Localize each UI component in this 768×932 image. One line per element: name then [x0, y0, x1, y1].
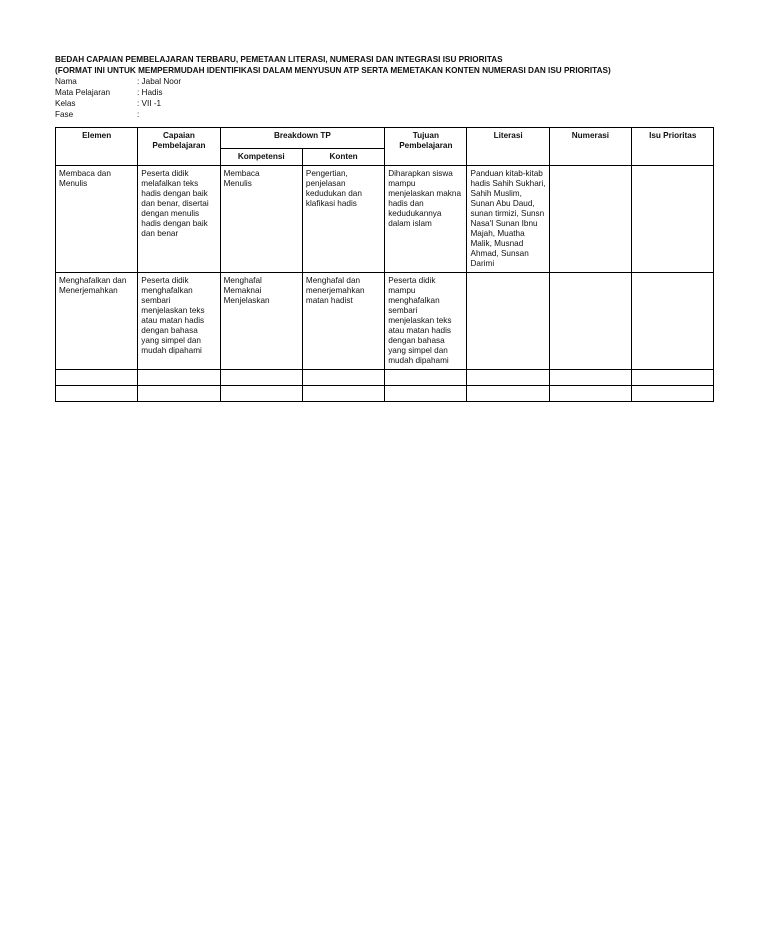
cell-tujuan: Diharapkan siswa mampu menjelaskan makna hadis dan kedudukannya dalam islam — [385, 166, 467, 273]
cell-capaian: Peserta didik menghafalkan sembari menjelaskan teks atau matan hadis dengan bahasa yang simpel dan mudah dipahami — [138, 273, 220, 370]
document-title-line-2: (FORMAT INI UNTUK MEMPERMUDAH IDENTIFIKASI DALAM MENYUSUN ATP SERTA MEMETAKAN KONTEN NUMERASI DAN ISU PRIORITAS) — [55, 66, 611, 75]
document-meta — [55, 76, 715, 120]
meta-value: : Jabal Noor — [137, 77, 182, 86]
table-row-empty — [56, 370, 714, 386]
header-konten: Konten — [302, 149, 384, 166]
empty-cell — [632, 370, 714, 386]
meta-value: : — [137, 110, 140, 119]
header-breakdown-tp: Breakdown TP — [220, 128, 385, 149]
empty-cell — [549, 386, 631, 402]
pemetaan-table — [55, 127, 714, 402]
empty-cell — [220, 370, 302, 386]
empty-cell — [549, 370, 631, 386]
header-numerasi: Numerasi — [549, 128, 631, 166]
cell-numerasi — [549, 273, 631, 370]
cell-isu-prioritas — [632, 166, 714, 273]
meta-row-kelas — [55, 98, 715, 109]
header-tujuan-pembelajaran: Tujuan Pembelajaran — [385, 128, 467, 166]
meta-label: Mata Pelajaran — [55, 88, 111, 97]
meta-label: Kelas — [55, 99, 76, 108]
meta-row-nama — [55, 76, 715, 87]
kompetensi-item: Menjelaskan — [223, 296, 270, 305]
empty-cell — [385, 370, 467, 386]
document-title-line-1: BEDAH CAPAIAN PEMBELAJARAN TERBARU, PEMETAAN LITERASI, NUMERASI DAN INTEGRASI ISU PRIORITAS — [55, 55, 503, 64]
header-elemen: Elemen — [56, 128, 138, 166]
header-literasi: Literasi — [467, 128, 549, 166]
empty-cell — [302, 370, 384, 386]
cell-konten: Menghafal dan menerjemahkan matan hadist — [302, 273, 384, 370]
empty-cell — [220, 386, 302, 402]
cell-capaian: Peserta didik melafalkan teks hadis dengan baik dan benar, disertai dengan menulis hadis dengan baik dan benar — [138, 166, 220, 273]
cell-kompetensi — [220, 273, 302, 370]
cell-tujuan: Peserta didik mampu menghafalkan sembari menjelaskan teks atau matan hadis dengan bahasa yang simpel dan mudah dipahami — [385, 273, 467, 370]
header-isu-prioritas: Isu Prioritas — [632, 128, 714, 166]
empty-cell — [467, 386, 549, 402]
table-row — [56, 273, 714, 370]
empty-cell — [385, 386, 467, 402]
cell-literasi: Panduan kitab-kitab hadis Sahih Sukhari, Sahih Muslim, Sunan Abu Daud, sunan tirmizi, Sunsn Nasa'I Sunan Ibnu Majah, Muatha Malik, Musnad Ahmad, Sunsan Darimi — [467, 166, 549, 273]
cell-isu-prioritas — [632, 273, 714, 370]
meta-row-fase — [55, 109, 715, 120]
header-capaian-pembelajaran: Capaian Pembelajaran — [138, 128, 220, 166]
meta-row-mata-pelajaran — [55, 87, 715, 98]
cell-konten: Pengertian, penjelasan kedudukan dan klafikasi hadis — [302, 166, 384, 273]
kompetensi-item: Menghafal — [223, 276, 262, 285]
header-kompetensi: Kompetensi — [220, 149, 302, 166]
kompetensi-item: Memaknai — [223, 286, 262, 295]
cell-kompetensi — [220, 166, 302, 273]
empty-cell — [56, 370, 138, 386]
cell-elemen: Membaca dan Menulis — [56, 166, 138, 273]
empty-cell — [302, 386, 384, 402]
meta-value: : VII -1 — [137, 99, 162, 108]
table-row-empty — [56, 386, 714, 402]
empty-cell — [138, 370, 220, 386]
cell-literasi — [467, 273, 549, 370]
meta-label: Nama — [55, 77, 77, 86]
kompetensi-item: Membaca — [223, 169, 260, 178]
empty-cell — [138, 386, 220, 402]
cell-elemen: Menghafalkan dan Menerjemahkan — [56, 273, 138, 370]
cell-numerasi — [549, 166, 631, 273]
meta-label: Fase — [55, 110, 74, 119]
document-page — [55, 54, 715, 402]
table-row — [56, 166, 714, 273]
empty-cell — [632, 386, 714, 402]
meta-value: : Hadis — [137, 88, 163, 97]
kompetensi-item: Menulis — [223, 179, 252, 188]
empty-cell — [467, 370, 549, 386]
empty-cell — [56, 386, 138, 402]
